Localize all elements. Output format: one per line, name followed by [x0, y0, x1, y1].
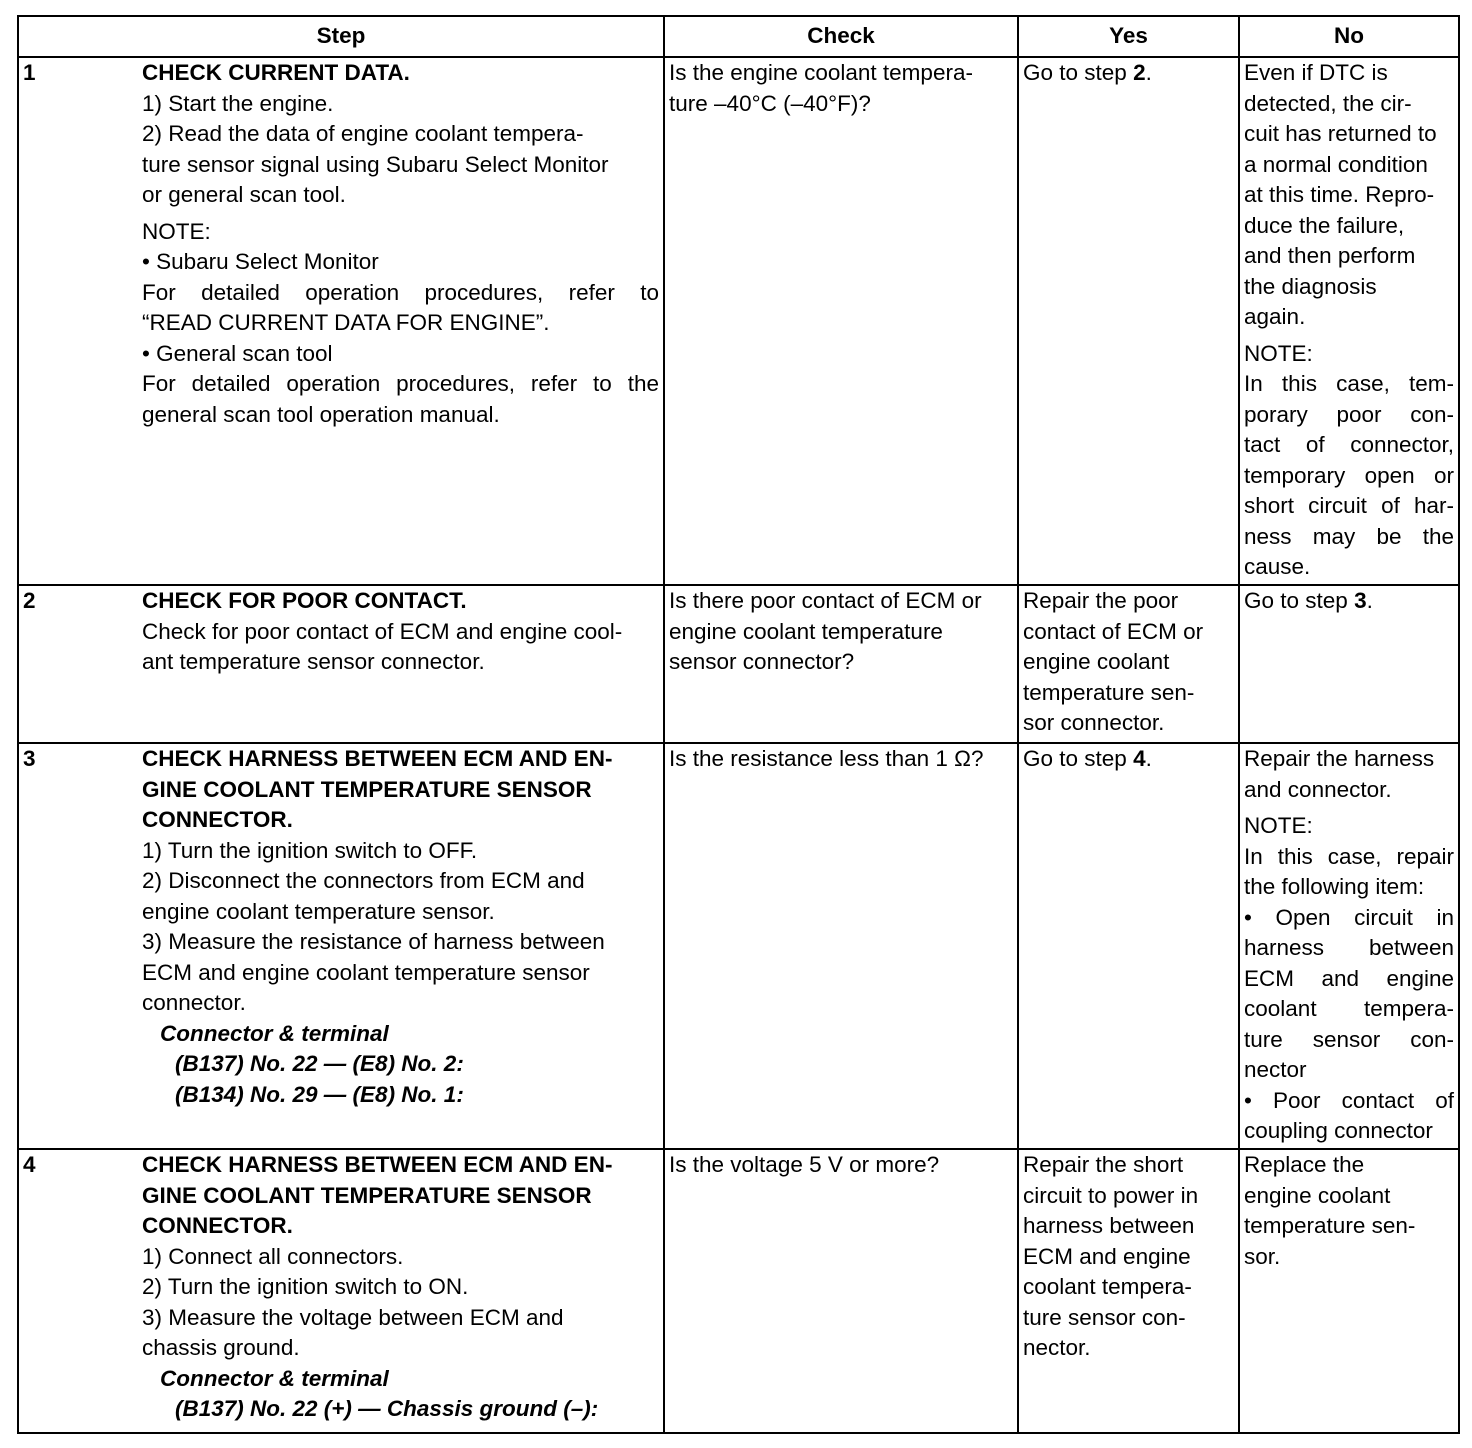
yes-text: nector. [1023, 1335, 1091, 1360]
step-cell [138, 743, 664, 1149]
yes-cell [1018, 743, 1239, 1149]
step-text: 2) Disconnect the connectors from ECM and [142, 868, 585, 893]
yes-text: harness between [1023, 1213, 1195, 1238]
check-cell [664, 585, 1018, 743]
step-text: engine coolant temperature sensor. [142, 898, 495, 924]
no-text: detected, the cir- [1244, 90, 1412, 116]
yes-text: ture sensor con- [1023, 1304, 1186, 1330]
no-text: Go to step 3. [1244, 588, 1373, 613]
step-text: 2) Read the data of engine coolant tempera- [142, 121, 584, 146]
no-text: and connector. [1244, 776, 1392, 802]
step-title: GINE COOLANT TEMPERATURE SENSOR [142, 776, 592, 802]
terminal-spec: (B134) No. 29 — (E8) No. 1: [175, 1081, 464, 1107]
yes-text: sor connector. [1023, 710, 1165, 735]
no-text: a normal condition [1244, 151, 1428, 177]
step-number: 3 [18, 743, 138, 1149]
step-title: CHECK CURRENT DATA. [142, 60, 410, 85]
note-label: NOTE: [1244, 340, 1313, 366]
check-cell [664, 57, 1018, 585]
header-check: Check [664, 16, 1018, 57]
step-text: For detailed operation procedures, refer to the [142, 371, 660, 396]
table-row [18, 743, 1459, 1149]
step-number: 2 [18, 585, 138, 743]
step-text: Check for poor contact of ECM and engine cool- [142, 618, 623, 644]
check-cell [664, 1149, 1018, 1433]
yes-cell [1018, 57, 1239, 585]
no-text: • Open circuit in [1244, 904, 1455, 930]
no-text: tact of connector, [1244, 432, 1455, 457]
table-row [18, 1149, 1459, 1433]
header-step: Step [18, 16, 664, 57]
no-text: the following item: [1244, 874, 1425, 899]
no-text: In this case, repair [1244, 843, 1455, 869]
no-text: the diagnosis [1244, 273, 1377, 299]
no-text: coolant tempera- [1244, 996, 1455, 1021]
step-text: 1) Start the engine. [142, 90, 334, 116]
check-text: Is the resistance less than 1 Ω? [669, 746, 984, 771]
terminal-spec: (B137) No. 22 — (E8) No. 2: [175, 1051, 464, 1076]
step-number: 4 [18, 1149, 138, 1433]
no-text: porary poor con- [1244, 401, 1455, 427]
no-text: Replace the [1244, 1152, 1365, 1177]
no-cell [1239, 1149, 1459, 1433]
no-cell [1239, 743, 1459, 1149]
check-text: engine coolant temperature [669, 618, 943, 644]
yes-text: Go to step 2. [1023, 60, 1152, 85]
no-text: cuit has returned to [1244, 121, 1437, 146]
table-row [18, 585, 1459, 743]
no-text: and then perform [1244, 243, 1416, 268]
header-yes: Yes [1018, 16, 1239, 57]
step-cell [138, 57, 664, 585]
step-text: • Subaru Select Monitor [142, 249, 379, 274]
no-text: Even if DTC is [1244, 60, 1388, 85]
step-text: 3) Measure the voltage between ECM and [142, 1304, 564, 1330]
step-cell [138, 1149, 664, 1433]
check-text: Is there poor contact of ECM or [669, 588, 982, 613]
step-text: ant temperature sensor connector. [142, 649, 485, 674]
step-title: CHECK FOR POOR CONTACT. [142, 588, 467, 613]
no-text: duce the failure, [1244, 212, 1405, 238]
note-label: NOTE: [1244, 813, 1313, 838]
step-title: CONNECTOR. [142, 1213, 293, 1238]
step-text: • General scan tool [142, 340, 333, 366]
no-text: harness between [1244, 935, 1455, 960]
step-text: chassis ground. [142, 1335, 300, 1360]
note-label: NOTE: [142, 218, 211, 244]
no-text: ture sensor con- [1244, 1026, 1455, 1052]
check-text: ture –40°C (–40°F)? [669, 90, 871, 116]
step-title: CHECK HARNESS BETWEEN ECM AND EN- [142, 1152, 613, 1177]
no-cell [1239, 57, 1459, 585]
no-text: In this case, tem- [1244, 371, 1455, 396]
yes-text: Repair the short [1023, 1152, 1184, 1177]
no-text: sor. [1244, 1243, 1281, 1269]
step-text: or general scan tool. [142, 182, 346, 207]
yes-text: circuit to power in [1023, 1182, 1199, 1208]
no-text: again. [1244, 304, 1306, 329]
step-text: general scan tool operation manual. [142, 401, 500, 427]
step-title: GINE COOLANT TEMPERATURE SENSOR [142, 1182, 592, 1208]
connector-terminal-label: Connector & terminal [160, 1365, 389, 1391]
step-number: 1 [18, 57, 138, 585]
check-text: Is the engine coolant tempera- [669, 60, 973, 85]
no-text: short circuit of har- [1244, 493, 1455, 518]
yes-cell [1018, 585, 1239, 743]
no-text: coupling connector [1244, 1118, 1433, 1143]
step-title: CHECK HARNESS BETWEEN ECM AND EN- [142, 746, 613, 771]
no-text: • Poor contact of [1244, 1087, 1455, 1113]
step-text: connector. [142, 990, 246, 1015]
check-text: Is the voltage 5 V or more? [669, 1152, 940, 1177]
step-text: 1) Connect all connectors. [142, 1243, 404, 1269]
yes-text: Repair the poor [1023, 588, 1179, 613]
no-text: temperature sen- [1244, 1213, 1416, 1238]
step-title: CONNECTOR. [142, 807, 293, 832]
step-cell [138, 585, 664, 743]
connector-terminal-label: Connector & terminal [160, 1020, 389, 1046]
no-text: ECM and engine [1244, 965, 1455, 991]
check-cell [664, 743, 1018, 1149]
yes-text: engine coolant [1023, 649, 1170, 674]
check-text: sensor connector? [669, 649, 855, 674]
yes-cell [1018, 1149, 1239, 1433]
step-text: 2) Turn the ignition switch to ON. [142, 1274, 469, 1299]
step-text: “READ CURRENT DATA FOR ENGINE”. [142, 310, 550, 335]
no-text: cause. [1244, 554, 1311, 579]
header-row [18, 16, 1459, 57]
step-text: 1) Turn the ignition switch to OFF. [142, 837, 478, 863]
table-row [18, 57, 1459, 585]
no-text: Repair the harness [1244, 746, 1435, 771]
yes-text: ECM and engine [1023, 1243, 1191, 1269]
yes-text: coolant tempera- [1023, 1274, 1192, 1299]
no-text: nector [1244, 1057, 1307, 1082]
step-text: 3) Measure the resistance of harness between [142, 929, 605, 954]
header-no: No [1239, 16, 1459, 57]
step-text: For detailed operation procedures, refer to [142, 279, 660, 305]
no-text: engine coolant [1244, 1182, 1391, 1208]
yes-text: Go to step 4. [1023, 746, 1152, 771]
step-text: ECM and engine coolant temperature sensor [142, 959, 590, 985]
yes-text: contact of ECM or [1023, 618, 1204, 644]
step-text: ture sensor signal using Subaru Select Monitor [142, 151, 609, 177]
terminal-spec: (B137) No. 22 (+) — Chassis ground (–): [175, 1396, 599, 1421]
no-text: at this time. Repro- [1244, 182, 1435, 207]
diagnostic-table [17, 15, 1460, 1434]
no-text: temporary open or [1244, 462, 1455, 488]
yes-text: temperature sen- [1023, 679, 1195, 705]
no-cell [1239, 585, 1459, 743]
no-text: ness may be the [1244, 523, 1455, 549]
